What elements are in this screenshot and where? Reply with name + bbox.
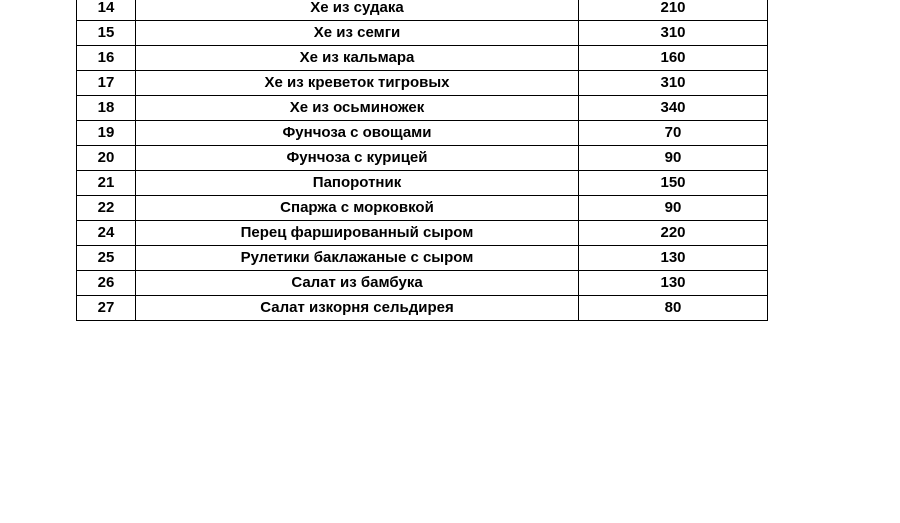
dish-price: 340 [579,96,768,121]
dish-name: Спаржа с морковкой [136,196,579,221]
dish-name: Хе из креветок тигровых [136,71,579,96]
dish-price: 310 [579,71,768,96]
dish-price: 90 [579,146,768,171]
table-row [77,196,768,221]
row-number: 21 [77,171,136,196]
dish-name: Рулетики баклажаные с сыром [136,246,579,271]
row-number: 24 [77,221,136,246]
dish-name: Салат из бамбука [136,271,579,296]
dish-price: 70 [579,121,768,146]
dish-price: 160 [579,46,768,71]
row-number: 22 [77,196,136,221]
menu-price-table [76,0,768,321]
row-number: 19 [77,121,136,146]
table-row [77,146,768,171]
dish-price: 150 [579,171,768,196]
table-row [77,71,768,96]
dish-name: Хе из осьминожек [136,96,579,121]
dish-name: Перец фаршированный сыром [136,221,579,246]
dish-name: Хе из семги [136,21,579,46]
row-number: 18 [77,96,136,121]
row-number: 17 [77,71,136,96]
dish-price: 90 [579,196,768,221]
row-number: 14 [77,0,136,21]
row-number: 26 [77,271,136,296]
dish-name: Хе из кальмара [136,46,579,71]
dish-price: 220 [579,221,768,246]
dish-name: Папоротник [136,171,579,196]
row-number: 25 [77,246,136,271]
dish-price: 210 [579,0,768,21]
row-number: 15 [77,21,136,46]
dish-name: Фунчоза с курицей [136,146,579,171]
table-row [77,121,768,146]
row-number: 16 [77,46,136,71]
table-row [77,46,768,71]
table-row [77,0,768,21]
dish-name: Салат изкорня сельдирея [136,296,579,321]
dish-price: 130 [579,271,768,296]
document-sheet [76,0,768,321]
row-number: 27 [77,296,136,321]
table-row [77,171,768,196]
table-body [77,0,768,321]
row-number: 20 [77,146,136,171]
table-row [77,21,768,46]
dish-name: Фунчоза с овощами [136,121,579,146]
table-row [77,221,768,246]
dish-name: Хе из судака [136,0,579,21]
dish-price: 130 [579,246,768,271]
dish-price: 80 [579,296,768,321]
table-row [77,246,768,271]
table-row [77,296,768,321]
dish-price: 310 [579,21,768,46]
table-row [77,271,768,296]
table-row [77,96,768,121]
